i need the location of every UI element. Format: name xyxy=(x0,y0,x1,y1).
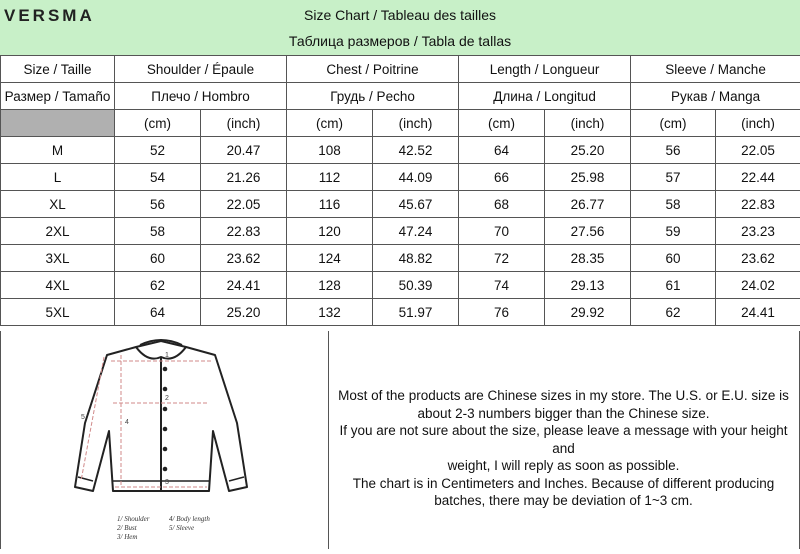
measurement-cell: 72 xyxy=(459,245,545,272)
length-header: Length / Longueur xyxy=(459,56,631,83)
size-header-alt: Размер / Tamaño xyxy=(1,83,115,110)
diagram-legend xyxy=(117,515,221,542)
shirt-buttons xyxy=(163,367,168,472)
measurement-cell: 64 xyxy=(115,299,201,326)
measurement-cell: 74 xyxy=(459,272,545,299)
size-label-cell: 5XL xyxy=(1,299,115,326)
measurement-cell: 124 xyxy=(287,245,373,272)
unit-cell: (cm) xyxy=(115,110,201,137)
size-notes xyxy=(328,387,799,510)
size-table xyxy=(0,55,800,326)
measurement-cell: 23.62 xyxy=(201,245,287,272)
brand-logo: VERSMA xyxy=(4,6,95,26)
measurement-cell: 48.82 xyxy=(373,245,459,272)
table-row xyxy=(1,191,800,218)
size-label-cell: L xyxy=(1,164,115,191)
marker-4: 4 xyxy=(125,419,129,426)
measurement-cell: 56 xyxy=(631,137,716,164)
measurement-cell: 26.77 xyxy=(545,191,631,218)
measurement-cell: 54 xyxy=(115,164,201,191)
marker-2: 2 xyxy=(165,395,169,402)
size-label-cell: 2XL xyxy=(1,218,115,245)
note-line: The chart is in Centimeters and Inches. Because of different producing xyxy=(328,475,799,493)
measurement-cell: 66 xyxy=(459,164,545,191)
note-line: about 2-3 numbers bigger than the Chinese size. xyxy=(328,405,799,423)
measurement-cell: 24.02 xyxy=(716,272,800,299)
legend-body-length: 4/ Body length xyxy=(169,515,221,524)
unit-cell: (inch) xyxy=(545,110,631,137)
measurement-cell: 60 xyxy=(631,245,716,272)
legend-bust: 2/ Bust xyxy=(117,524,169,533)
measurement-cell: 25.20 xyxy=(545,137,631,164)
right-cuff xyxy=(229,477,244,481)
measurement-cell: 52 xyxy=(115,137,201,164)
length-header-alt: Длина / Longitud xyxy=(459,83,631,110)
note-line: Most of the products are Chinese sizes in my store. The U.S. or E.U. size is xyxy=(328,387,799,405)
measurement-cell: 64 xyxy=(459,137,545,164)
table-row xyxy=(1,164,800,191)
measurement-cell: 50.39 xyxy=(373,272,459,299)
measure-lines xyxy=(81,355,211,487)
chart-subtitle: Таблица размеров / Tabla de tallas xyxy=(0,33,800,49)
note-line: batches, there may be deviation of 1~3 cm. xyxy=(328,492,799,510)
unit-cell: (inch) xyxy=(201,110,287,137)
measurement-cell: 57 xyxy=(631,164,716,191)
measurement-cell: 29.92 xyxy=(545,299,631,326)
unit-cell: (inch) xyxy=(373,110,459,137)
measurement-cell: 25.98 xyxy=(545,164,631,191)
measurement-cell: 128 xyxy=(287,272,373,299)
table-row xyxy=(1,245,800,272)
measurement-cell: 108 xyxy=(287,137,373,164)
shoulder-header: Shoulder / Épaule xyxy=(115,56,287,83)
unit-cell: (inch) xyxy=(716,110,800,137)
measurement-cell: 112 xyxy=(287,164,373,191)
measurement-cell: 21.26 xyxy=(201,164,287,191)
shirt-collar xyxy=(136,347,186,359)
header-row-1 xyxy=(1,56,800,83)
units-row xyxy=(1,110,800,137)
measurement-cell: 51.97 xyxy=(373,299,459,326)
garment-diagram-panel xyxy=(0,331,329,549)
measurement-cell: 23.23 xyxy=(716,218,800,245)
shoulder-header-alt: Плечо / Hombro xyxy=(115,83,287,110)
measurement-cell: 22.83 xyxy=(716,191,800,218)
size-label-cell: M xyxy=(1,137,115,164)
legend-hem: 3/ Hem xyxy=(117,533,169,542)
unit-cell: (cm) xyxy=(631,110,716,137)
sleeve-header: Sleeve / Manche xyxy=(631,56,800,83)
measurement-cell: 58 xyxy=(631,191,716,218)
measurement-cell: 24.41 xyxy=(716,299,800,326)
measurement-cell: 44.09 xyxy=(373,164,459,191)
left-cuff xyxy=(78,477,93,481)
table-row xyxy=(1,272,800,299)
measurement-cell: 132 xyxy=(287,299,373,326)
size-label-cell: 3XL xyxy=(1,245,115,272)
measurement-cell: 29.13 xyxy=(545,272,631,299)
measurement-cell: 116 xyxy=(287,191,373,218)
marker-1: 1 xyxy=(165,352,169,359)
table-row xyxy=(1,137,800,164)
measurement-cell: 58 xyxy=(115,218,201,245)
measurement-cell: 76 xyxy=(459,299,545,326)
chart-title: Size Chart / Tableau des tailles xyxy=(0,7,800,23)
measurement-cell: 56 xyxy=(115,191,201,218)
header-row-2 xyxy=(1,83,800,110)
size-header: Size / Taille xyxy=(1,56,115,83)
note-line: If you are not sure about the size, please leave a message with your height and xyxy=(328,422,799,457)
measurement-cell: 62 xyxy=(115,272,201,299)
measurement-cell: 45.67 xyxy=(373,191,459,218)
measurement-cell: 61 xyxy=(631,272,716,299)
marker-5: 5 xyxy=(81,414,85,421)
measurement-cell: 62 xyxy=(631,299,716,326)
size-label-cell: XL xyxy=(1,191,115,218)
measurement-cell: 22.05 xyxy=(201,191,287,218)
sleeve-header-alt: Рукав / Manga xyxy=(631,83,800,110)
units-corner-cell xyxy=(1,110,115,137)
measurement-cell: 28.35 xyxy=(545,245,631,272)
size-rows xyxy=(1,137,800,326)
measurement-cell: 22.83 xyxy=(201,218,287,245)
measurement-cell: 60 xyxy=(115,245,201,272)
measurement-cell: 68 xyxy=(459,191,545,218)
measurement-cell: 70 xyxy=(459,218,545,245)
table-row xyxy=(1,299,800,326)
measurement-cell: 25.20 xyxy=(201,299,287,326)
chart-header xyxy=(0,0,800,56)
unit-cell: (cm) xyxy=(287,110,373,137)
size-label-cell: 4XL xyxy=(1,272,115,299)
measurement-cell: 22.05 xyxy=(716,137,800,164)
marker-3: 3 xyxy=(165,479,169,486)
measurement-cell: 20.47 xyxy=(201,137,287,164)
measurement-cell: 47.24 xyxy=(373,218,459,245)
legend-sleeve: 5/ Sleeve xyxy=(169,524,221,533)
measurement-cell: 23.62 xyxy=(716,245,800,272)
legend-shoulder: 1/ Shoulder xyxy=(117,515,169,524)
measurement-cell: 59 xyxy=(631,218,716,245)
measurement-cell: 24.41 xyxy=(201,272,287,299)
note-line: weight, I will reply as soon as possible. xyxy=(328,457,799,475)
size-notes-panel xyxy=(328,331,800,549)
table-row xyxy=(1,218,800,245)
unit-cell: (cm) xyxy=(459,110,545,137)
measurement-cell: 42.52 xyxy=(373,137,459,164)
chest-header: Chest / Poitrine xyxy=(287,56,459,83)
measurement-cell: 120 xyxy=(287,218,373,245)
measurement-cell: 27.56 xyxy=(545,218,631,245)
chest-header-alt: Грудь / Pecho xyxy=(287,83,459,110)
measurement-cell: 22.44 xyxy=(716,164,800,191)
